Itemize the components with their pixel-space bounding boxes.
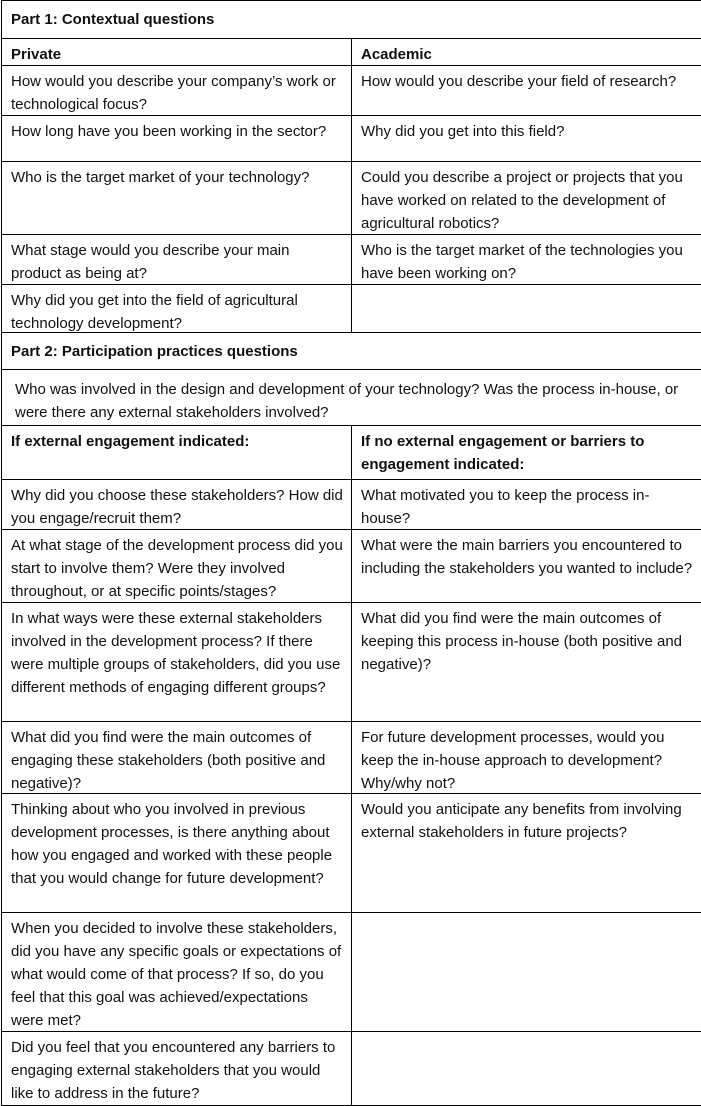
external-question: Thinking about who you involved in previous development processes, is there anything about how you engaged and worked with these people that you would change for future development? (2, 794, 352, 912)
no-external-question: What were the main barriers you encountered to including the stakeholders you wanted to include? (361, 537, 693, 577)
part2-title: Part 2: Participation practices questions (11, 343, 298, 360)
no-external-question: Would you anticipate any benefits from involving external stakeholders in future projects? (361, 801, 682, 841)
questions-table (1, 0, 701, 1106)
part2-header-row (2, 425, 701, 479)
no-external-question: For future development processes, would you keep the in-house approach to development? Why/why not? (361, 729, 665, 792)
private-question: Why did you get into the field of agricultural technology development? (2, 285, 352, 332)
table-row (2, 284, 701, 332)
external-question: Did you feel that you encountered any barriers to engaging external stakeholders that you would like to address in the future? (2, 1032, 352, 1105)
table-row (2, 793, 701, 912)
academic-question (352, 285, 701, 332)
external-question: When you decided to involve these stakeholders, did you have any specific goals or expectations of what would come of that process? If so, do you feel that this goal was achieved/expectations were met? (2, 913, 352, 1031)
col-no-external-header: If no external engagement or barriers to engagement indicated: (361, 433, 645, 473)
table-row (2, 479, 701, 529)
part1-title: Part 1: Contextual questions (11, 11, 215, 28)
table-row (2, 1031, 701, 1105)
table-row (2, 721, 701, 793)
part2-intro-row (2, 369, 701, 425)
private-question: Who is the target market of your technology? (2, 162, 352, 234)
no-external-question (352, 1032, 701, 1105)
external-question: Why did you choose these stakeholders? How did you engage/recruit them? (2, 480, 352, 529)
no-external-question: What did you find were the main outcomes of keeping this process in-house (both positive and negative)? (361, 610, 683, 673)
private-question: How long have you been working in the sector? (2, 116, 352, 161)
table-row (2, 602, 701, 721)
no-external-question (352, 913, 701, 1031)
col-academic-header: Academic (361, 46, 432, 63)
external-question: At what stage of the development process did you start to involve them? Were they involved throughout, or at specific points/stages? (2, 530, 352, 602)
table-row (2, 529, 701, 602)
academic-question: Could you describe a project or projects that you have worked on related to the development of agricultural robotics? (361, 169, 683, 232)
external-question: In what ways were these external stakeholders involved in the development process? If there were multiple groups of stakeholders, did you use different methods of engaging different groups? (2, 603, 352, 721)
table-row (2, 65, 701, 115)
private-question: What stage would you describe your main product as being at? (2, 235, 352, 284)
table-row (2, 161, 701, 234)
part1-title-row (2, 1, 701, 38)
table-row (2, 115, 701, 161)
col-external-header: If external engagement indicated: (2, 426, 352, 479)
part2-intro: Who was involved in the design and development of your technology? Was the process in-house, or were there any external stakeholders involved? (15, 381, 679, 421)
academic-question: Why did you get into this field? (361, 123, 565, 140)
external-question: What did you find were the main outcomes of engaging these stakeholders (both positive and negative)? (2, 722, 352, 793)
table-row (2, 912, 701, 1031)
academic-question: How would you describe your field of research? (361, 73, 677, 90)
part1-header-row (2, 38, 701, 65)
col-private-header: Private (2, 39, 352, 65)
no-external-question: What motivated you to keep the process in-house? (361, 487, 650, 527)
part2-title-row (2, 332, 701, 369)
private-question: How would you describe your company’s work or technological focus? (2, 66, 352, 115)
academic-question: Who is the target market of the technologies you have been working on? (361, 242, 683, 282)
table-row (2, 234, 701, 284)
